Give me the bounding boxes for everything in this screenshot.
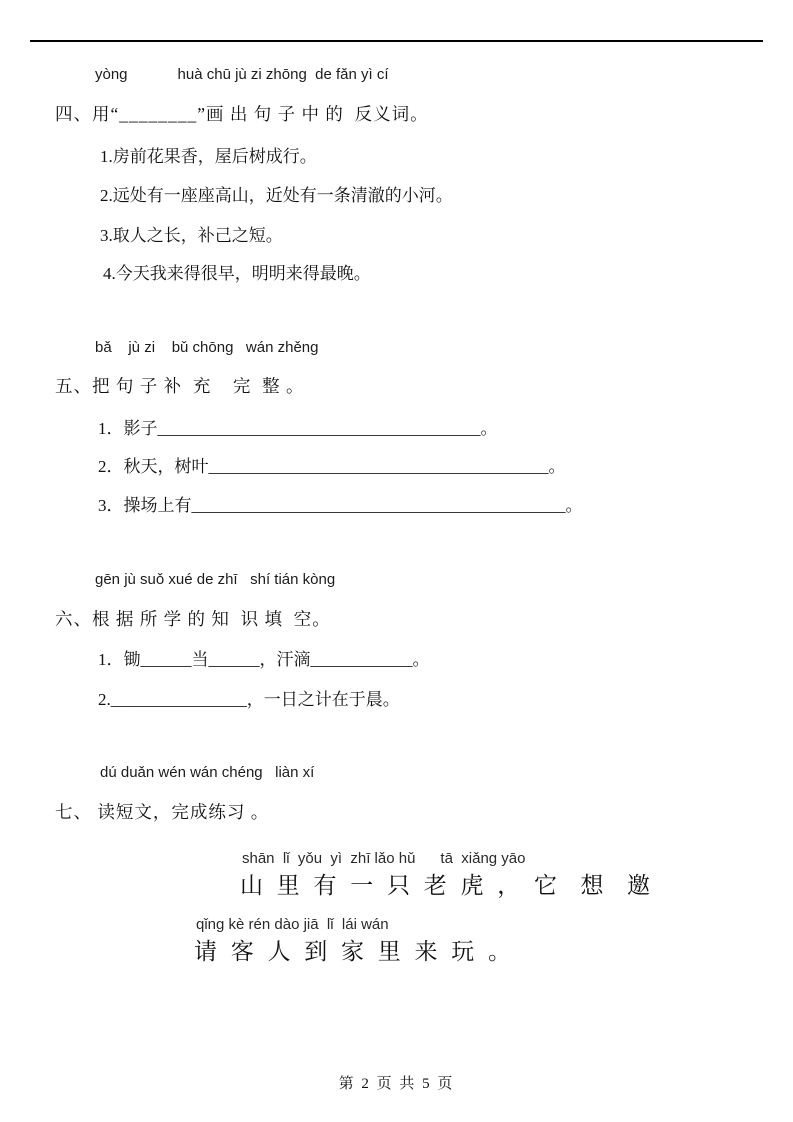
section4-item-3: 3.取人之长，补己之短。 [100,226,283,245]
page-number-footer: 第 2 页 共 5 页 [338,1076,455,1092]
section4-item-2: 2.远处有一座座高山，近处有一条清澈的小河。 [100,186,453,205]
section4-heading: 四、用“________”画 出 句 子 中 的 反义词。 [55,104,429,124]
passage-line2-pinyin: qǐng kè rén dào jiā lǐ lái wán [196,916,389,933]
section5-item-3: 3．操场上有____________________________________________。 [98,496,583,515]
passage-line2-text: 请 客 人 到 家 里 来 玩 。 [194,939,515,964]
page-top-rule [30,40,763,42]
passage-line1-text: 山 里 有 一 只 老 虎 ， 它 想 邀 [240,873,654,898]
section6-item-1: 1．锄______当______，汗滴____________。 [98,650,430,669]
section5-heading: 五、把 句 子 补 充 完 整 。 [55,376,305,396]
section7-pinyin: dú duǎn wén wán chéng liàn xí [100,764,315,781]
section4-item-1: 1.房前花果香，屋后树成行。 [100,147,317,166]
section6-item-2: 2.________________，一日之计在于晨。 [98,690,400,709]
section6-pinyin: gēn jù suǒ xué de zhī shí tián kòng [95,571,336,588]
section5-item-2: 2．秋天，树叶________________________________________。 [98,457,566,476]
passage-line1-pinyin: shān lǐ yǒu yì zhī lǎo hǔ tā xiǎng yāo [242,850,526,867]
section5-item-1: 1．影子______________________________________。 [98,419,498,438]
section4-pinyin: yòng huà chū jù zi zhōng de fǎn yì cí [95,66,389,83]
section5-pinyin: bǎ jù zi bǔ chōng wán zhěng [95,339,319,356]
section6-heading: 六、根 据 所 学 的 知 识 填 空。 [55,609,331,629]
section7-heading: 七、 读短文，完成练习 。 [55,802,270,822]
section4-item-4: 4.今天我来得很早，明明来得最晚。 [103,264,371,283]
